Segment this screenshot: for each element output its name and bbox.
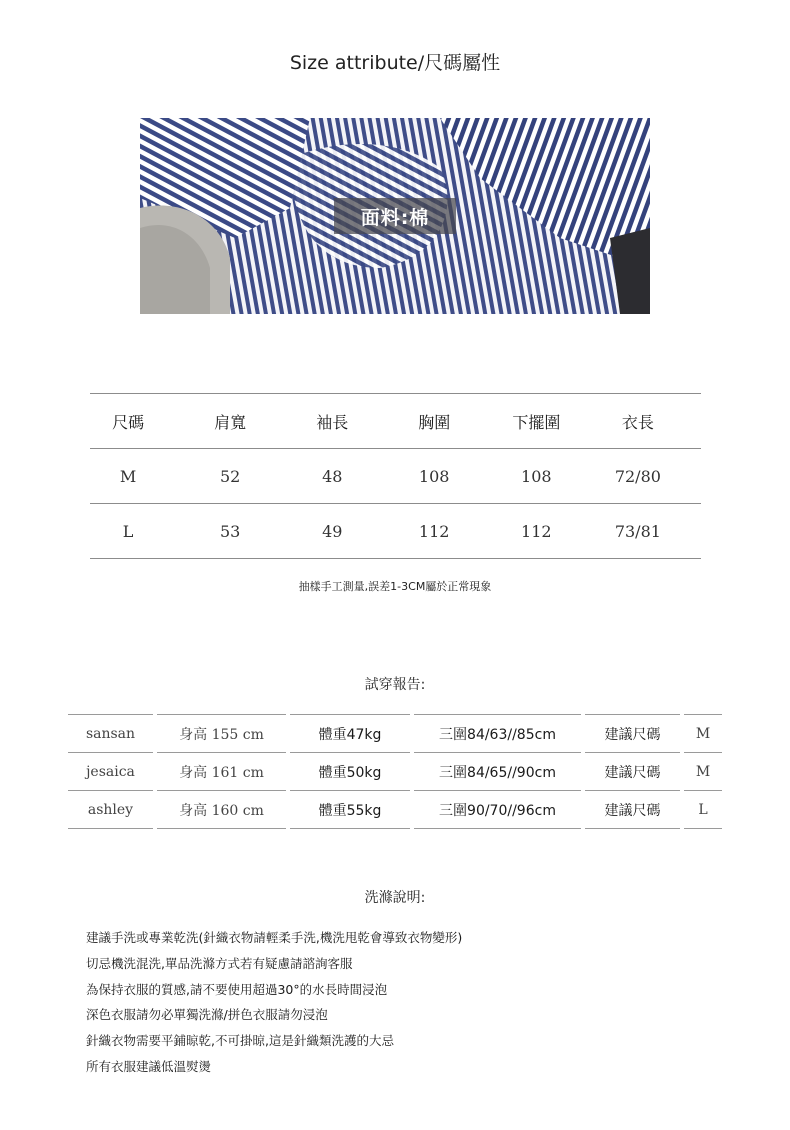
table-cell: 72/80 <box>575 449 701 504</box>
table-row <box>68 753 722 791</box>
care-item: 建議手洗或專業乾洗(針織衣物請輕柔手洗,機洗甩乾會導致衣物變形) <box>86 930 463 945</box>
care-item: 為保持衣服的質感,請不要使用超過30°的水長時間浸泡 <box>86 981 388 997</box>
table-row <box>90 449 701 504</box>
tester-weight: 體重50kg <box>290 753 410 791</box>
table-cell: 112 <box>498 504 575 559</box>
size-table <box>90 393 701 559</box>
recommended-size-label: 建議尺碼 <box>585 791 680 829</box>
measurement-note: 抽樣手工測量,誤差1-3CM屬於正常現象 <box>298 580 492 593</box>
header-chest: 胸圍 <box>370 394 497 449</box>
recommended-size: M <box>684 714 722 753</box>
care-item: 深色衣服請勿必單獨洗滌/拼色衣服請勿浸泡 <box>86 1007 328 1023</box>
size-cell: L <box>90 504 166 559</box>
tester-measurements: 三圍84/65//90cm <box>414 753 581 791</box>
table-row <box>68 791 722 829</box>
tester-height: 身高 160 cm <box>157 791 286 829</box>
table-cell: 73/81 <box>575 504 701 559</box>
header-length: 衣長 <box>575 394 701 449</box>
table-cell: 108 <box>498 449 575 504</box>
header-hem: 下擺圍 <box>498 394 575 449</box>
table-row <box>68 714 722 753</box>
header-shoulder: 肩寬 <box>166 394 294 449</box>
size-cell: M <box>90 449 166 504</box>
tester-name: ashley <box>68 791 153 829</box>
tester-weight: 體重47kg <box>290 714 410 753</box>
header-sleeve: 袖長 <box>294 394 370 449</box>
care-item: 針織衣物需要平鋪晾乾,不可掛晾,這是針織類洗護的大忌 <box>86 1033 394 1049</box>
tester-measurements: 三圍84/63//85cm <box>414 714 581 753</box>
table-cell: 53 <box>166 504 294 559</box>
tester-weight: 體重55kg <box>290 791 410 829</box>
care-item: 所有衣服建議低溫熨燙 <box>86 1058 212 1074</box>
table-cell: 48 <box>294 449 370 504</box>
table-cell: 108 <box>370 449 497 504</box>
recommended-size-label: 建議尺碼 <box>585 714 680 753</box>
table-cell: 112 <box>370 504 497 559</box>
care-item: 切忌機洗混洗,單品洗滌方式若有疑慮請諮詢客服 <box>86 955 353 971</box>
care-title: 洗滌說明: <box>364 890 426 906</box>
recommended-size-label: 建議尺碼 <box>585 753 680 791</box>
table-cell: 49 <box>294 504 370 559</box>
table-row <box>90 504 701 559</box>
page-title: Size attribute/尺碼屬性 <box>289 52 501 74</box>
table-cell: 52 <box>166 449 294 504</box>
header-size: 尺碼 <box>90 394 166 449</box>
recommended-size: M <box>684 753 722 791</box>
tester-height: 身高 161 cm <box>157 753 286 791</box>
tester-height: 身高 155 cm <box>157 714 286 753</box>
tester-name: jesaica <box>68 753 153 791</box>
tryon-table <box>64 714 726 829</box>
fabric-photo <box>140 118 650 314</box>
tester-name: sansan <box>68 714 153 753</box>
care-instructions <box>86 928 462 1083</box>
tryon-title: 試穿報告: <box>364 677 426 693</box>
table-header-row <box>90 394 701 449</box>
recommended-size: L <box>684 791 722 829</box>
fabric-label: 面料:棉 <box>334 198 456 234</box>
tester-measurements: 三圍90/70//96cm <box>414 791 581 829</box>
